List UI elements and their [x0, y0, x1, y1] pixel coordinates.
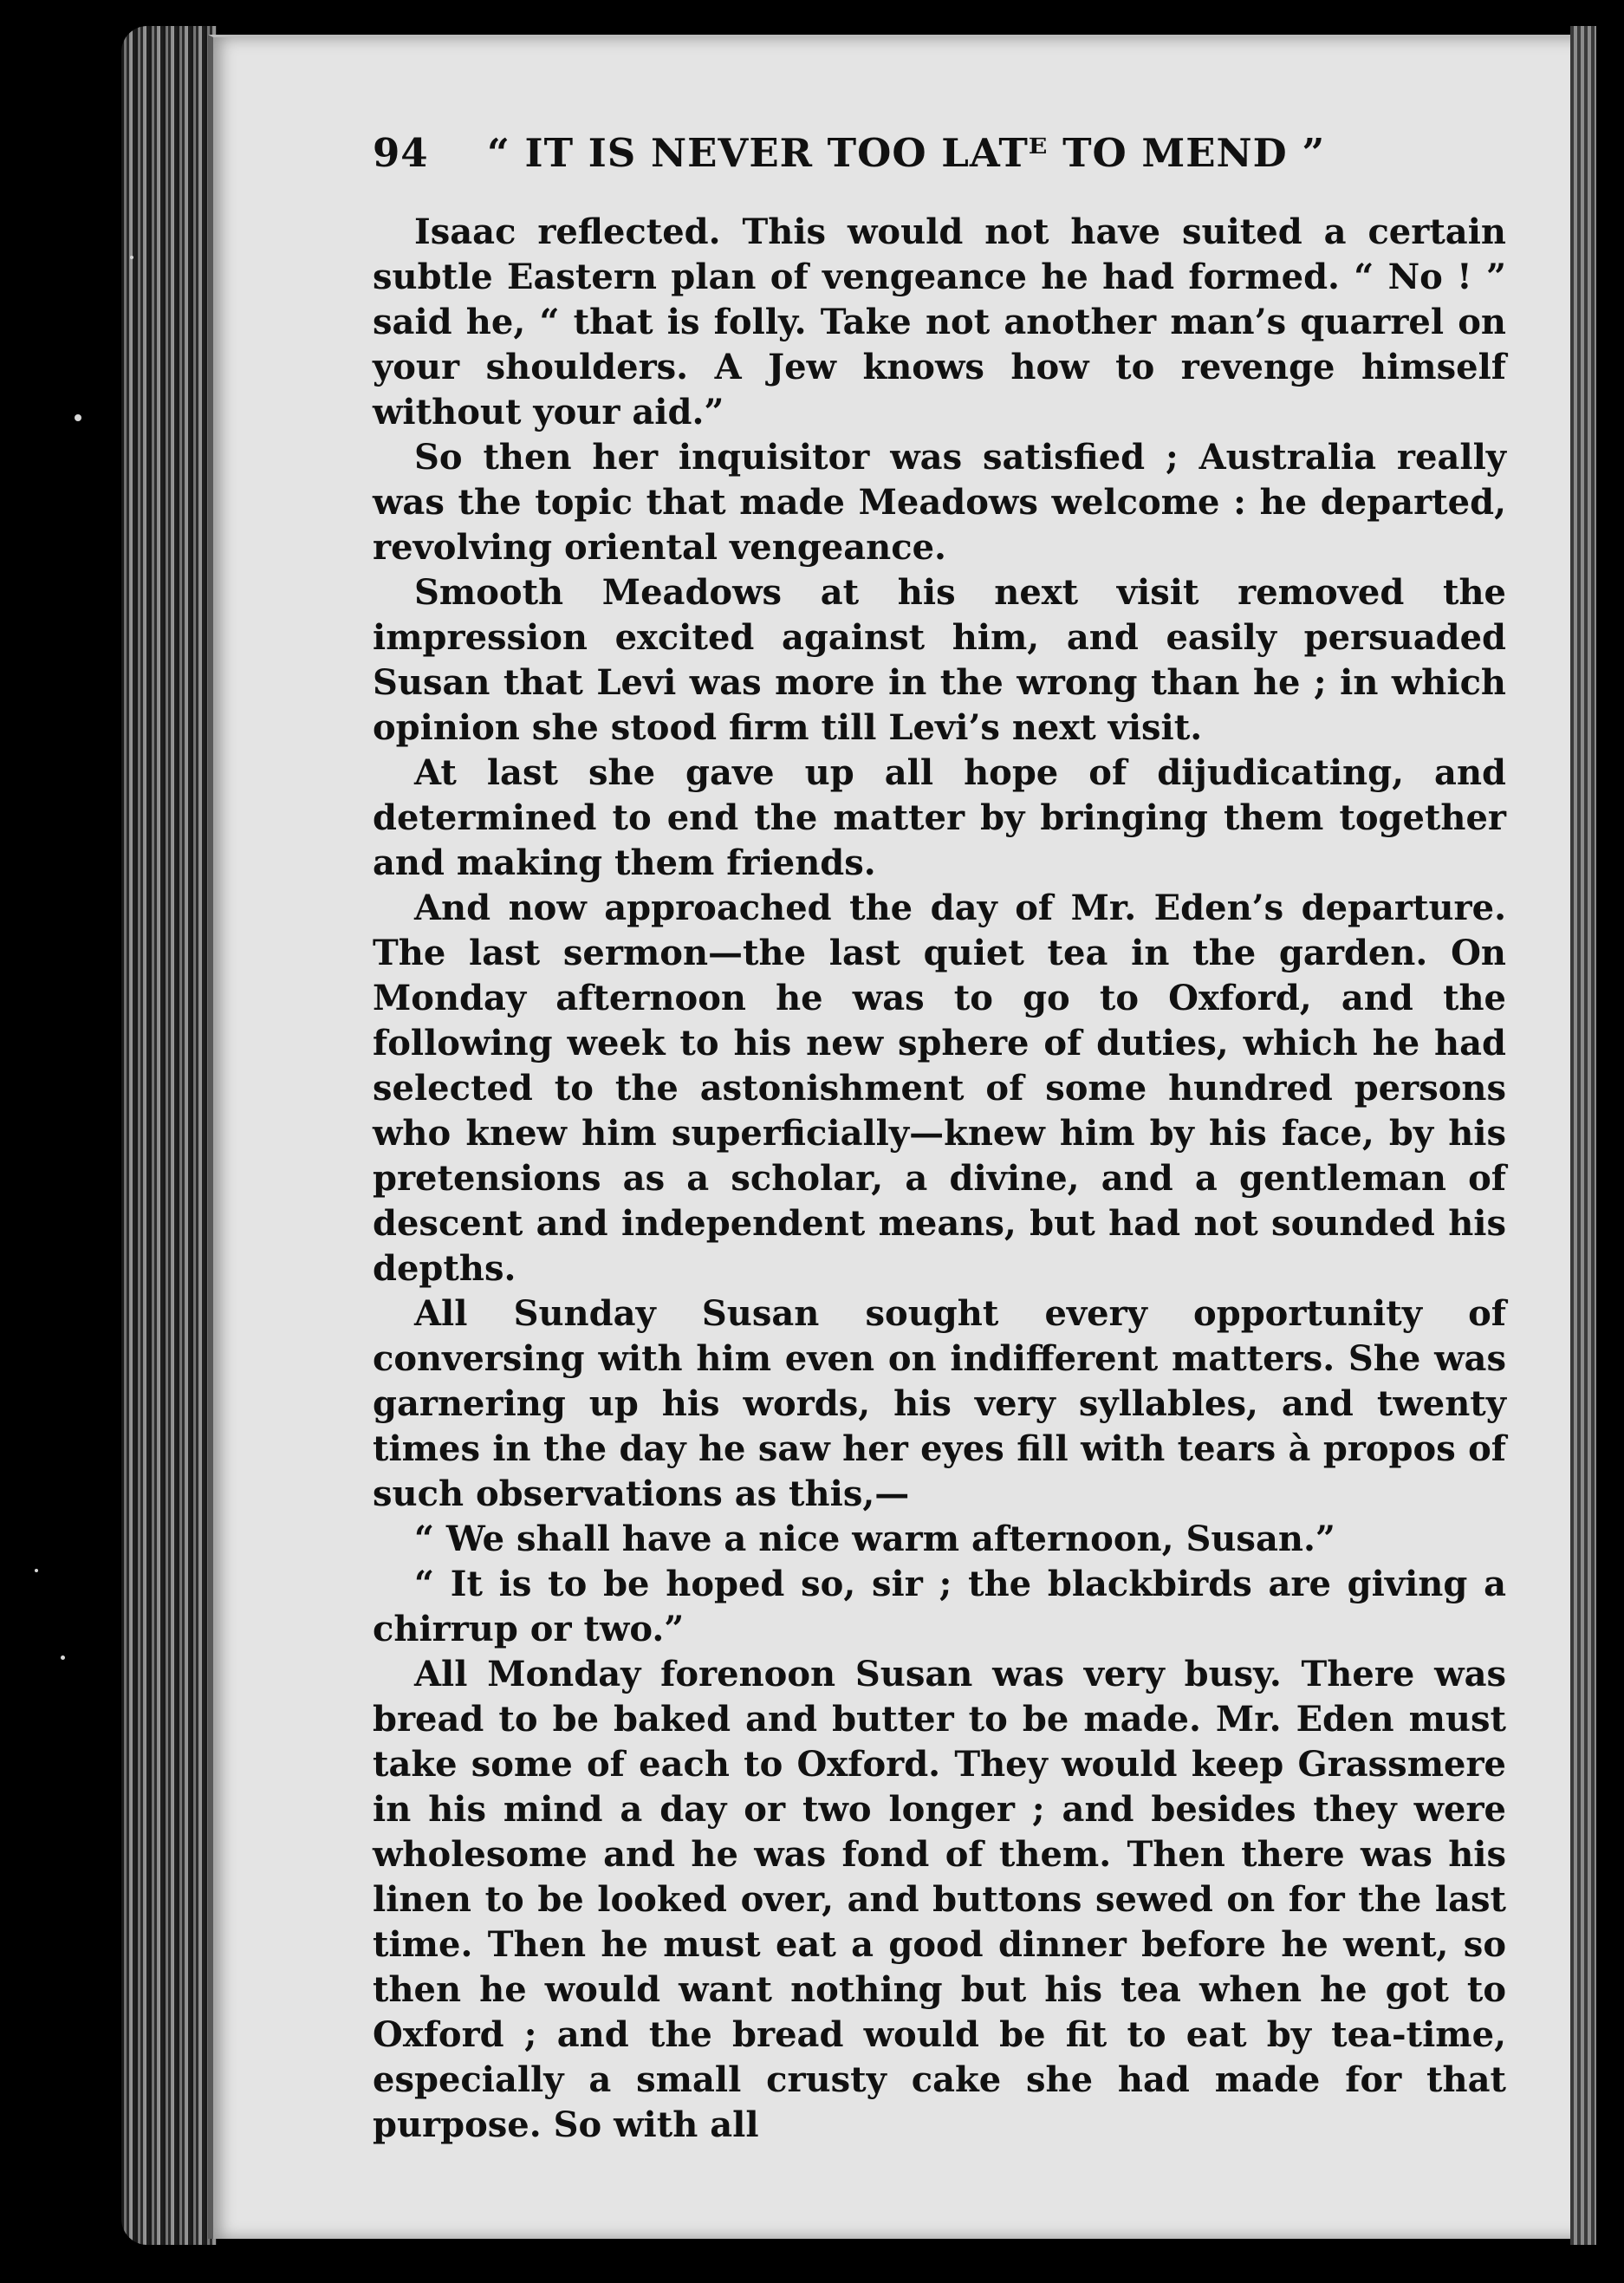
paragraph: All Monday forenoon Susan was very busy. There was bread to be baked and butter to be made. Mr. Eden must take some of each to Oxford. They would keep Grassmere in his mind a day or two longer ; and besides they were wholesome and he was fond of them. Then there was his linen to be looked over, and buttons sewed on for the last time. Then he must eat a good dinner before he went, so then he would want nothing but his tea when he got to Oxford ; and the bread would be fit to eat by tea-time, especially a small crusty cake she had made for that purpose. So with all	[373, 1654, 1506, 2145]
book-spine-edge	[121, 26, 217, 2245]
dialogue-line: “ We shall have a nice warm afternoon, Susan.”	[414, 1519, 1335, 1559]
running-title: “ IT IS NEVER TOO LATᴱ TO MEND ”	[487, 130, 1326, 176]
paragraph: And now approached the day of Mr. Eden’s departure. The last sermon—the last quiet tea in the garden. On Monday afternoon he was to go to Oxford, and the following week to his new sphere of duties, which he had selected to the astonishment of some hundred persons who knew him superficially—knew him by his face, by his pretensions as a scholar, a divine, and a gentleman of descent and independent means, but had not sounded his depths.	[373, 888, 1506, 1289]
paragraph: All Sunday Susan sought every opportunity of conversing with him even on indifferent matters. She was garnering up his words, his very syllables, and twenty times in the day he saw her eyes fill with tears à propos of such observations as this,—	[373, 1293, 1506, 1514]
body-text	[373, 210, 1506, 2148]
page-right-edge	[1570, 26, 1596, 2245]
paragraph: So then her inquisitor was satisfied ; Australia really was the topic that made Meadows welcome : he departed, revolving oriental vengeance.	[373, 437, 1506, 568]
page-number: 94	[373, 130, 429, 176]
paragraph: Isaac reflected. This would not have suited a certain subtle Eastern plan of vengeance he had formed. “ No ! ” said he, “ that is folly. Take not another man’s quarrel on your shoulders. A Jew knows how to revenge himself without your aid.”	[373, 211, 1506, 433]
dialogue-line: “ It is to be hoped so, sir ; the blackbirds are giving a chirrup or two.”	[373, 1564, 1506, 1649]
running-head	[373, 130, 1506, 199]
paragraph: At last she gave up all hope of dijudicating, and determined to end the matter by bringing them together and making them friends.	[373, 752, 1506, 883]
paragraph: Smooth Meadows at his next visit removed the impression excited against him, and easily persuaded Susan that Levi was more in the wrong than he ; in which opinion she stood firm till Levi’s next visit.	[373, 572, 1506, 748]
page-content	[373, 130, 1506, 2148]
